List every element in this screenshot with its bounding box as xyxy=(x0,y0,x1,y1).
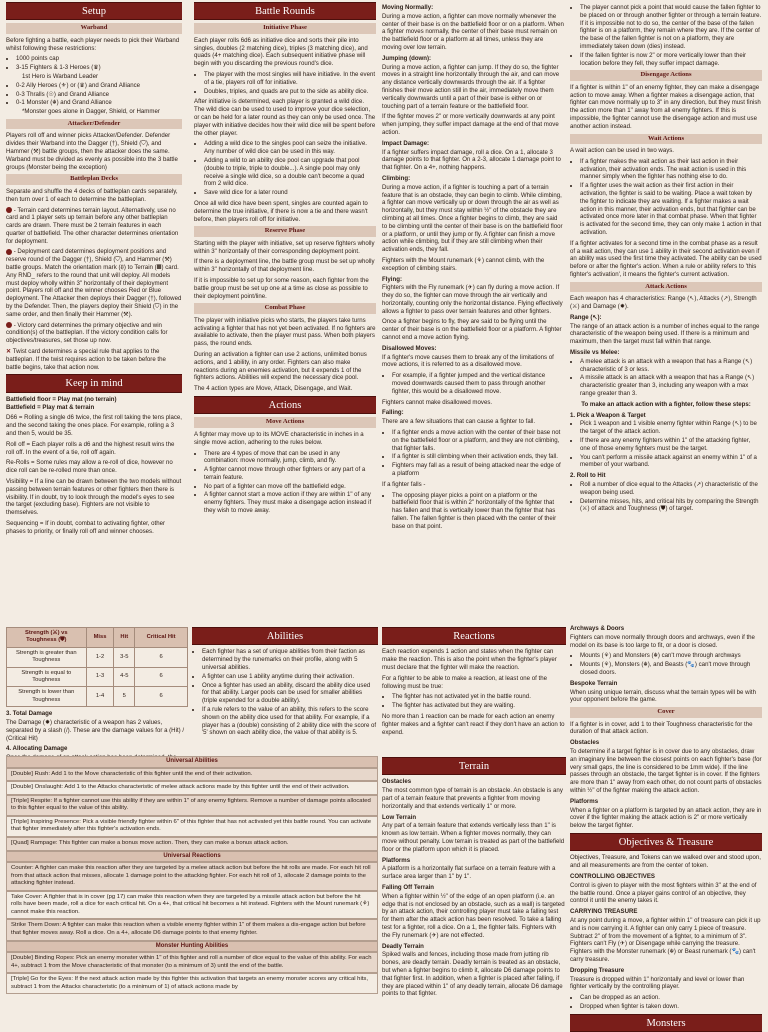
cover-obstacles-heading: Obstacles xyxy=(570,739,600,747)
list-item: • Adding a wild to an ability dice pool can upgrade that pool (double to triple, triple to double...). A single pool may only receive a single wild dice, so a double can't become a quad from 2 wild dice. xyxy=(204,157,376,188)
table-header-row xyxy=(7,628,188,648)
flying-text-2: Once a fighter begins to fly, they are said to be flying until the center of their base is on the battlefield floor or a platform. A fighter cannot end a move action flying. xyxy=(382,318,562,342)
abilities-list xyxy=(192,648,378,737)
wait-text: A wait action can be used in two ways. xyxy=(570,147,674,155)
terrain-header: Terrain xyxy=(382,757,566,775)
decks-subheader: Battleplan Decks xyxy=(6,174,182,184)
dropping-heading: Dropping Treasure xyxy=(570,966,625,974)
combat-subheader: Combat Phase xyxy=(194,303,376,313)
terrain-section xyxy=(382,757,566,1024)
list-item: • Save wild dice for a later round xyxy=(204,189,376,197)
list-item: • A melee attack is an attack with a weapon that has a Range (↖) characteristic of 3 or less. xyxy=(580,358,762,374)
list-item: • 0-2 Ally Heroes (⚜) or (♛) and Grand Alliance xyxy=(16,82,182,90)
list-item: • Determine misses, hits, and critical hits by comparing the Strength (⚔) of attack and Toughness (⛊) of target. xyxy=(580,498,762,514)
reactions-text-1: Each reaction expends 1 action and states when the fighter can make the reaction. This is also the point when the fighter's player must declare that the fighter will make the reaction. xyxy=(382,648,557,672)
move-text: A fighter may move up to its MOVE characteristic in inches in a single move action, adhering to the rules below. xyxy=(194,430,364,446)
universal-ability-row: [Triple] Inspiring Presence: Pick a visible friendly fighter within 6" of this fighter that has not activated yet this battle round. You can activate that fighter immediately after this fighter's activation ends. xyxy=(6,816,378,837)
victory-card-text xyxy=(6,322,182,345)
disallowed-heading: Disallowed Moves: xyxy=(382,344,437,352)
initiative-text: Each player rolls 6d6 as initiative dice and sorts their pile into singles, doubles (2 matching dice), triples (3 matching dice), and quads (4+ matching dice). Each subsequent initiative phase will begin with you discarding the previous round's dice. xyxy=(194,36,368,68)
actions-header: Actions xyxy=(194,396,376,414)
flying-text: Fighters with the Fly runemark (✈) can fly during a move action. If they do so, the fighter can move through the air vertically and horizontally, counting only the horizontal distance. Flying effectively allows a fighter to pass over terrain features and other fighters. xyxy=(382,284,563,315)
archways-text: Fighters can move normally through doors and archways, even if the model on its base is too large to fit, or a door is closed. xyxy=(570,633,755,649)
deadly-terrain-text: Spiked walls and fences, including those made from jutting rib bones, are deadly terrain. Deadly terrain is treated as an obstacle, but when a fighter begins to climb it, allocate D6 damage points to that fighter first. In addition, when a fighter is placed after falling, if they are placed within 1" of any deadly terrain, allocate D6 damage points to that fighter. xyxy=(382,951,563,998)
jumping-text-2: If the fighter moves 2" or more vertically downwards at any point when jumping, they suffer impact damage at the end of that move action. xyxy=(382,113,559,136)
list-item: • No part of a fighter can move off the battlefield edge. xyxy=(204,483,376,491)
list-item: • If a fighter uses the wait action as their first action in their activation, the fighter is said to be waiting. Place a wait token by the fighter to indicate they are waiting. If a fighter makes a wait action in this manner, their activation ends, but that fighter can be activated once more later in that combat phase. When that fighter is activated for the second time, they can only make 1 action in that activation. xyxy=(580,182,762,237)
list-item: • 0-3 Thralls (☉) and Grand Alliance xyxy=(16,91,182,99)
carrying-heading: CARRYING TREASURE xyxy=(570,908,638,916)
setup-header: Setup xyxy=(6,2,182,20)
column-actions xyxy=(570,4,762,620)
keep-sequencing: Sequencing = If in doubt, combat to activating fighter, other phases to priority, or finally roll off and winner chooses. xyxy=(6,520,166,535)
list-item: • A fighter cannot move through other fighters or any part of a terrain feature. xyxy=(204,466,376,482)
monster-ability-row: [Triple] Go for the Eyes: If the next attack action made by this fighter this activation that targets an enemy monster scores any critical hits, subtract 1 from the Attacks characteristic (to a minimum of 1) of attack actions made by xyxy=(6,973,378,994)
list-item: • The opposing player picks a point on a platform or the battlefield floor that is within 2" horizontally of the fighter that has fallen and that is vertically lower than the fighter that has fallen. The fallen fighter is then placed with the center of their base on that point. xyxy=(392,492,564,531)
obstacles-text: The most common type of terrain is an obstacle. An obstacle is any part of a terrain feature that prevents a fighter from moving horizontally and that extends vertically 1" or more. xyxy=(382,787,563,810)
twist-card-desc: Twist card determines a special rule that applies to the battleplan. If the twist requires action to be taken before the battle begins, take that action now. xyxy=(6,348,166,371)
keep-floor: Battlefield floor = Play mat (no terrain) xyxy=(6,395,117,403)
bespoke-heading: Bespoke Terrain xyxy=(570,679,618,687)
wild-dice-text: After initiative is determined, each player is granted a wild dice. The wild dice can be used to used to improve your dice selection, or can be held for a later round as they can only be used once. The player with initiative decides how their wild dice will be spent before the other player. xyxy=(194,98,376,137)
column-terrain-objectives xyxy=(570,625,762,1029)
reactions-text-3: No more than 1 reaction can be made for each action an enemy fighter makes and a fighter can't react if they don't have an action to expend. xyxy=(382,713,565,736)
falling-list-2 xyxy=(382,492,564,531)
step-1-heading: 1. Pick a Weapon & Target xyxy=(570,411,646,419)
objectives-text: Objectives, Treasure, and Tokens can we walked over and stood upon, and all measurements are from the center of token. xyxy=(570,854,761,870)
universal-section xyxy=(6,756,378,1024)
hit-table xyxy=(6,627,188,707)
disallowed-text-2: Fighters cannot make disallowed moves. xyxy=(382,398,493,406)
combat-text-2: During an activation a fighter can use 2 actions, unlimited bonus actions, and 1 ability, in any order. Fighters can also make reactions during an enemies activation, but it expends 1 of the fighters actions. Abilities will expend the necessary dice pool. xyxy=(194,351,367,382)
universal-ability-row: [Double] Rush: Add 1 to the Move characteristic of this fighter until the end of their activation. xyxy=(6,768,378,782)
initiative-subheader: Initiative Phase xyxy=(194,23,376,33)
reserve-text-1: Starting with the player with initiative, set up reserve fighters wholly within 3" horizontally of their corresponding deployment point. xyxy=(194,239,375,255)
climbing-text: During a move action, if a fighter is touching a part of a terrain feature that is an obstacle, they can begin to climb. While climbing, a fighter can move vertically up or down through the air as well as horizontally, but they must stay within ½" of the obstacle they are climbing at all times. Once a fighter begins to climb, they are said to be climbing until the center of their base is on the battlefield floor or a platform, or until they jump or fly. A fighter can finish a move action while climbing, but if they are still climbing when their activation ends, they fall. xyxy=(382,183,563,254)
falling-heading: Falling: xyxy=(382,409,404,417)
platforms-heading: Platforms xyxy=(382,856,411,864)
obstacles-heading: Obstacles xyxy=(382,778,412,786)
list-item: • Each fighter has a set of unique abilities from their faction as determined by the runemarks on their profile, along with 5 universal abilities. xyxy=(202,648,378,671)
controlling-heading: CONTROLLING OBJECTIVES xyxy=(570,873,655,880)
universal-abilities-header: Universal Abilities xyxy=(6,756,378,768)
column-battle-rounds xyxy=(194,0,376,592)
objectives-header: Objectives & Treasure xyxy=(570,833,762,851)
keep-reroll: Re-Rolls = Some rules may allow a re-roll of dice, however no dice roll can be re-rolled more than once. xyxy=(6,459,173,475)
disallowed-list xyxy=(382,372,564,395)
impact-heading: Impact Damage: xyxy=(382,139,430,147)
reserve-subheader: Reserve Phase xyxy=(194,226,376,236)
low-terrain-text: Any part of a terrain feature that extends vertically less than 1" is known as low terrain. When a fighter moves normally, they can move without penalty. Low terrain is treated as part of the battlefield floor or the platform upon which it is placed. xyxy=(382,822,565,853)
keep-d66: D66 = Rolling a single d6 twice, the first roll taking the tens place, and the second taking the ones place. For example, rolling a 3 and then 5, would be 35. xyxy=(6,414,182,438)
falling-text: There are a few situations that can cause a fighter to fall. xyxy=(382,418,536,426)
list-item: • 3-15 Fighters & 1-3 Heroes (♛) xyxy=(16,64,182,72)
disengage-subheader: Disengage Actions xyxy=(570,70,762,80)
list-item: • If there are any enemy fighters within 1" of the attacking fighter, one of those enemy fighters must be the target. xyxy=(580,437,762,453)
table-cell: 6 xyxy=(135,687,188,707)
battle-rounds-header: Battle Rounds xyxy=(194,2,376,20)
universal-ability-row: [Double] Onslaught: Add 1 to the Attacks characteristic of melee attack actions made by this fighter until the end of their activation. xyxy=(6,781,378,795)
list-item: *Monster goes alone in Dagger, Shield, or Hammer xyxy=(22,108,160,116)
attacker-subheader: Attacker/Defender xyxy=(6,119,182,129)
monster-hunting-header: Monster Hunting Abilities xyxy=(6,941,378,953)
universal-reaction-row: Take Cover: A fighter that is in cover (pg 17) can make this reaction when they are targeted by a missile attack action but before the hit rolls have been made, roll a dice for each critical hit. On a 4+, that critical hit becomes a hit instead. Fighters with the Mount runemark (⚘) cannot make this reaction. xyxy=(6,891,378,920)
missile-melee-heading: Missile vs Melee: xyxy=(570,349,620,356)
list-item: • Adding a wild dice to the singles pool can seize the initiative. Any number of wild dice can be used in this way. xyxy=(204,140,376,156)
platforms-text: A platform is a horizontally flat surface on a terrain feature with a surface area larger than 1" by 1". xyxy=(382,865,556,881)
disallowed-text: If a fighter's move causes them to break any of the limitations of move actions, it is referred to as a disallowed move. xyxy=(382,353,554,369)
warband-list xyxy=(6,55,182,116)
deployment-card-desc: - Deployment card determines deployment positions and reserve round of the Dagger (†), Shield (⛉), and Hammer (⚒) battle groups. Match the orientation mark (⇩) to Terrain (▦) card. Any RND_ refers to the round that unit will deploy. All models must deploy wholly within 3" horizontally of their deployment point. Players roll off and the winner chooses Red or Blue deployment. The Attacker then deploys their Dagger (†), followed by the Defender. Then, the players deploy their Shield (⛉) in the same order, and then finally their Hammer (⚒). xyxy=(6,248,182,318)
list-item: • The player cannot pick a point that would cause the fallen fighter to be placed on or through another fighter or through a terrain feature. If it is impossible not to do so, the center of the base of the fallen fighter is on a platform, they remain where they are. If the center of the base of the fallen fighter is not on a platform, they are immediately taken down (dies) instead. xyxy=(580,4,762,51)
table-cell: 4-5 xyxy=(114,667,135,687)
table-cell: 6 xyxy=(135,667,188,687)
table-row xyxy=(7,667,188,687)
cover-obstacles-text: To determine if a target fighter is in cover due to any obstacles, draw an imaginary line between the closest points on each fighter's base (for very small gaps, the line is considered to be 1mm wide). If the line passes through an obstacle, the target fighter is in cover. If the fighters are more than 1" away from each other, do not count parts of obstacles within ½" of the fighter making the attack action. xyxy=(570,748,762,794)
abilities-section xyxy=(192,627,378,753)
combat-text-3: The 4 action types are Move, Attack, Disengage, and Wait. xyxy=(194,385,353,393)
hit-table-section xyxy=(6,627,188,753)
table-cell: 3-5 xyxy=(114,647,135,667)
falling-text-2: If a fighter falls - xyxy=(382,480,426,488)
combat-text-1: The player with initiative picks who starts, the players take turns activating a fighter that has not yet been activated. If no fighters are available to activate, then the player must pass. When both players pass, the round ends. xyxy=(194,316,376,348)
list-item: • Pick 1 weapon and 1 visible enemy fighter within Range (↖) to be the target of the attack action. xyxy=(580,420,762,436)
table-cell: 1-3 xyxy=(86,667,114,687)
universal-ability-row: [Triple] Respite: If a fighter cannot use this ability if they are within 1" of any enemy fighters. Remove a number of damage points allocated to this fighter equal to the value of this ability. xyxy=(6,795,378,816)
list-item: • If a fighter makes the wait action as their last action in their activation, their activation ends. The wait action is used in this manner simply when the fighter has nothing else to do. xyxy=(580,158,762,181)
jumping-text: During a move action, a fighter can jump. If they do so, the fighter moves in a straight line horizontally through the air, and can move any distance vertically downwards through the air. If a fighter finishes their move action still in the air, immediately move them vertically downwards until a part of their base is either on or touching part of a terrain feature or the battlefield floor. xyxy=(382,63,560,110)
deadly-terrain-heading: Deadly Terrain xyxy=(382,942,424,950)
allocating-damage-heading: 4. Allocating Damage xyxy=(6,745,68,753)
list-item: • 1000 points cap xyxy=(16,55,182,63)
list-item: • A fighter can use 1 ability anytime during their activation. xyxy=(202,673,378,681)
list-item: • A fighter cannot start a move action if they are within 1" of any enemy fighters. They must make a disengage action instead if they wish to move away. xyxy=(204,491,376,514)
initiative-recount-text: Once all wild dice have been spent, singles are counted again to determine the true initiative, if there is now a tie and there wasn't before, then players roll off for initiative. xyxy=(194,200,368,223)
wait-text-2: If a fighter activates for a second time in the combat phase as a result of a wait action, they can use 1 ability in their second activation even if an ability was used the first time they activated. The ability can be used before or after the fighter's action. When a rule or ability refers to 'this fighter's activation', it means the fighter's current activation. xyxy=(570,239,762,278)
step-2-heading: 2. Roll to Hit xyxy=(570,472,606,480)
reactions-text-2: For a fighter to be able to make a reaction, at least one of the following must be true: xyxy=(382,674,547,690)
table-header: Strength (⚔) vs Toughness (⛊) xyxy=(7,628,87,648)
list-item: • Doubles, triples, and quads are put to the side as ability dice. xyxy=(204,88,376,96)
jumping-heading: Jumping (down): xyxy=(382,54,432,62)
flying-heading: Flying: xyxy=(382,275,402,283)
list-item: • If a fighter ends a move action with the center of their base not on the battlefield floor or a platform, and they are not climbing, that fighter falls. xyxy=(392,429,564,452)
initiative-list xyxy=(194,71,376,95)
total-damage-heading: 3. Total Damage xyxy=(6,710,53,718)
list-item: • Mounts (⚘), Monsters (☬), and Beasts (🐾) can't move through closed doors. xyxy=(580,661,762,677)
falling-list xyxy=(382,429,564,478)
impact-text: If a fighter suffers impact damage, roll a dice. On a 1, allocate 3 damage points to that fighter. On a 2-3, allocate 1 damage point to that fighter. On a 4+, nothing happens. xyxy=(382,148,561,172)
terrain-card-icon xyxy=(6,207,12,213)
terrain-card-desc: - Terrain card determines terrain layout. Alternatively, use no card and 1 player sets up terrain before any other battleplan cards are drawn. There must be 2 terrain features in each quarter of battlefield. The other character determines orientation for deployment. xyxy=(6,206,179,245)
wait-subheader: Wait Actions xyxy=(570,134,762,144)
table-row xyxy=(7,647,188,667)
list-item: 1st Hero is Warband Leader xyxy=(22,73,98,81)
warband-text: Before fighting a battle, each player needs to pick their Warband whilst following these restrictions: xyxy=(6,36,180,52)
terrain-card-text xyxy=(6,207,182,246)
table-row xyxy=(7,687,188,707)
list-item: • Dropped when fighter is taken down. xyxy=(580,1003,762,1011)
table-cell: 6 xyxy=(135,647,188,667)
abilities-header: Abilities xyxy=(192,627,378,645)
list-item: • There are 4 types of move that can be used in any combination: move normally, jump, climb, and fly. xyxy=(204,450,376,466)
list-item: • 0-1 Monster (☬) and Grand Alliance xyxy=(16,99,182,107)
victory-card-desc: - Victory card determines the primary objective and win condition(s) of the battleplan. If the victory condition calls for objectives/treasures, set those up now. xyxy=(6,321,168,345)
list-item: • Roll a number of dice equal to the Attacks (↗) characteristic of the weapon being used. xyxy=(580,481,762,497)
moving-normally-heading: Moving Normally: xyxy=(382,4,434,11)
move-list xyxy=(194,450,376,515)
monster-ability-row: [Double] Binding Ropes: Pick an enemy monster within 1" of this fighter and roll a number of dice equal to the value of this ability. For each 4+, subtract 1 from the Move characteristic of that monster (to a minimum of 3) until the end of the battle. xyxy=(6,952,378,973)
dropping-text: Treasure is dropped within 1" horizontally and level or lower than fighter vertically by the controlling player. xyxy=(570,975,745,991)
archways-list xyxy=(570,652,762,676)
wild-dice-list xyxy=(194,140,376,197)
list-item: • If a fighter is still climbing when their activation ends, they fall. xyxy=(392,453,564,461)
table-cell: 1-2 xyxy=(86,647,114,667)
universal-ability-row: [Quad] Rampage: This fighter can make a bonus move action. Then, they can make a bonus attack action. xyxy=(6,837,378,851)
attack-steps-heading: To make an attack action with a fighter, follow these steps: xyxy=(581,400,751,408)
keep-rolloff: Roll off = Each player rolls a d6 and the highest result wins the roll off. In the event of a tie, roll off again. xyxy=(6,440,175,456)
cover-platforms-text: When a fighter on a platform is targeted by an attack action, they are in cover if the fighter making the attack action is 2" or more vertically below the target fighter. xyxy=(570,806,762,830)
range-text: The range of an attack action is a number of inches equal to the range characteristic of the weapon being used. If there is a minimum and maximum, then the target must fall within that range. xyxy=(570,322,760,346)
twist-card-text xyxy=(6,348,182,371)
reactions-section xyxy=(382,627,566,753)
twist-card-icon: ✕ xyxy=(6,348,12,356)
universal-reactions-header: Universal Reactions xyxy=(6,851,378,863)
bespoke-text: When using unique terrain, discuss what the terrain types will be with your opponent before the game. xyxy=(570,688,756,704)
reserve-text-2: If there is a deployment line, the battle group must be set up wholly within 3" horizontally of that deployment line. xyxy=(194,258,375,274)
keep-battlefield: Battlefield = Play mat & terrain xyxy=(6,403,95,411)
falling-off-text: When a fighter within ½" of the edge of an open platform (i.e. an edge that is not enclosed by an obstacle, such as a wall) is targeted by an attack action, their controlling player must take a falling test for them after the attack action has been resolved. To take a falling test for a fighter, roll a dice. On a 1, the fighter falls. Fighters with the Fly runemark (✈) are not effected. xyxy=(382,892,565,939)
warband-subheader: Warband xyxy=(6,23,182,33)
reactions-list xyxy=(382,693,566,710)
list-item: • If the fallen fighter is now 2" or more vertically lower than their location before they fell, they suffer impact damage. xyxy=(580,52,762,68)
carrying-text: At any point during a move, a fighter within 1" of treasure can pick it up and is now carrying it. A fighter can only carry 1 piece of treasure. Subtract 2" of from the movement of a fighter, to a minimum of 3". Fighters can't Fly (✈) or Disengage while carrying the treasure. Fighters with the Monster runemark (☬) or Beast runemark (🐾) can't carry treasure. xyxy=(570,916,761,963)
cover-subheader: Cover xyxy=(570,707,762,717)
climbing-heading: Climbing: xyxy=(382,174,411,182)
table-header: Hit xyxy=(114,628,135,648)
attacker-text: Players roll off and winner picks Attacker/Defender. Defender divides their Warband into the Dagger (†), Shield (⛉), and Hammer (⚒) battle groups, then the attacker does the same. Warband must be divided as evenly as possible into the 3 battle groups (Monster being the exception) xyxy=(6,132,178,171)
column-setup xyxy=(6,0,182,622)
moving-normally-text: During a move action, a fighter can move normally whenever the center of their base is on the battlefield floor or on a platform. When a fighter moves normally, the center of their base must remain on the battlefield floor or a platform at all times, unless they are moving over low terrain. xyxy=(382,12,564,51)
column-movement xyxy=(382,4,564,596)
total-damage-text: The Damage (✸) characteristic of a weapon has 2 values, separated by a slash (/). These are the damage values for a (Hit) / (Critical Hit) xyxy=(6,719,185,742)
table-cell: 5 xyxy=(114,687,135,707)
keep-visibility: Visibility = If a line can be drawn between the two models without passing between terrain features or other fighters then there is visibility. If in doubt, try to look through the model's eyes to see the target (excluding base). Fighters are not visible to themselves. xyxy=(6,478,182,517)
cover-text: If a fighter is in cover, add 1 to their Toughness characteristic for the duration of that attack action. xyxy=(570,720,753,736)
falling-off-heading: Falling Off Terrain xyxy=(382,884,435,891)
list-item: • You can't perform a missile attack against an enemy within 1" of a member of your warband. xyxy=(580,454,762,470)
list-item: • Mounts (⚘) and Monsters (☬) can't move through archways xyxy=(580,652,762,660)
step-2-list xyxy=(570,481,762,513)
reserve-text-3: If it is impossible to set up for some reason, each fighter from the battle group must be set up one at a time as close as possible to their deployment point/line. xyxy=(194,277,369,300)
table-cell: Strength is equal to Toughness xyxy=(7,667,87,687)
list-item: • The fighter has not activated yet in the battle round. xyxy=(392,693,566,701)
table-cell: 1-4 xyxy=(86,687,114,707)
victory-card-icon xyxy=(6,322,12,328)
table-cell: Strength is greater than Toughness xyxy=(7,647,87,667)
list-item: • For example, if a fighter jumped and the vertical distance moved downwards caused them to pass through another fighter, this would be a disallowed move. xyxy=(392,372,564,395)
disengage-text: If a fighter is within 1" of an enemy fighter, they can make a disengage action to move away. When a fighter makes a disengage action, that fighter can move normally up to 3" in any direction, but they must finish the action more than 1" away from all enemy fighters. If this is impossible, the fighter cannot use the disengage action and must use another action instead. xyxy=(570,83,761,130)
universal-reaction-row: Strike Them Down: A fighter can make this reaction when a visible enemy fighter within 1" of them makes a dis-engage action but before that fighter moves away. Roll a dice. On a 4+, allocate D6 damage points to that enemy fighter. xyxy=(6,919,378,940)
falling-list-3 xyxy=(570,4,762,67)
deployment-card-icon xyxy=(6,249,12,255)
table-cell: Strength is lower than Toughness xyxy=(7,687,87,707)
monsters-header: Monsters xyxy=(570,1014,762,1032)
step-1-list xyxy=(570,420,762,469)
list-item: • Fighters may fall as a result of being attacked near the edge of a platform xyxy=(392,462,564,478)
wait-list xyxy=(570,158,762,237)
keep-in-mind-header: Keep in mind xyxy=(6,374,182,392)
missile-melee-list xyxy=(570,358,762,398)
attack-subheader: Attack Actions xyxy=(570,282,762,292)
table-header: Miss xyxy=(86,628,114,648)
list-item: • If a rule refers to the value of an ability, this refers to the score shown on the ability dice used for that ability. For example, if a player has a (double) consisting of 2 ability dice with the score of '5' shown on each ability dice, the value of that ability is 5. xyxy=(202,706,378,737)
move-subheader: Move Actions xyxy=(194,417,376,427)
attack-text: Each weapon has 4 characteristics: Range (↖), Attacks (↗), Strength (⚔) and Damage (✸). xyxy=(570,295,757,311)
table-header: Critical Hit xyxy=(135,628,188,648)
cover-platforms-heading: Platforms xyxy=(570,797,599,805)
low-terrain-heading: Low Terrain xyxy=(382,813,417,821)
dropping-list xyxy=(570,994,762,1011)
decks-text: Separate and shuffle the 4 decks of battleplan cards separately, then turn over 1 of each to determine the battleplan. xyxy=(6,187,178,203)
list-item: • Once a fighter has used an ability, discard the ability dice used for that ability. Larger pools can be used for smaller abilities (triple expended for a double ability). xyxy=(202,682,378,705)
reactions-header: Reactions xyxy=(382,627,566,645)
archways-heading: Archways & Doors xyxy=(570,625,625,632)
controlling-text: Control is given to player with the most fighters within 3" at the end of the battle round. Once a player gains control of an objective, they control it until the enemy takes it. xyxy=(570,881,757,905)
universal-reaction-row: Counter: A fighter can make this reaction after they are targeted by a melee attack action but before the hit rolls are made. For each hit roll from that attack action that misses, allocate 1 damage point to the attacking fighter. For each hit roll of 1, allocate 2 damage points to the attacking fighter instead. xyxy=(6,862,378,891)
deploy-card-text xyxy=(6,248,182,318)
list-item: • The fighter has activated but they are waiting. xyxy=(392,702,566,710)
list-item: • Can be dropped as an action. xyxy=(580,994,762,1002)
climbing-text-2: Fighters with the Mount runemark (⚘) cannot climb, with the exception of climbing stairs. xyxy=(382,256,545,272)
list-item: • The player with the most singles will have initiative. In the event of a tie, players roll off for initiative. xyxy=(204,71,376,87)
range-heading: Range (↖): xyxy=(570,313,602,321)
list-item: • A missile attack is an attack with a weapon that has a Range (↖) characteristic greater than 3, including any weapon with a max range greater than 3. xyxy=(580,374,762,397)
